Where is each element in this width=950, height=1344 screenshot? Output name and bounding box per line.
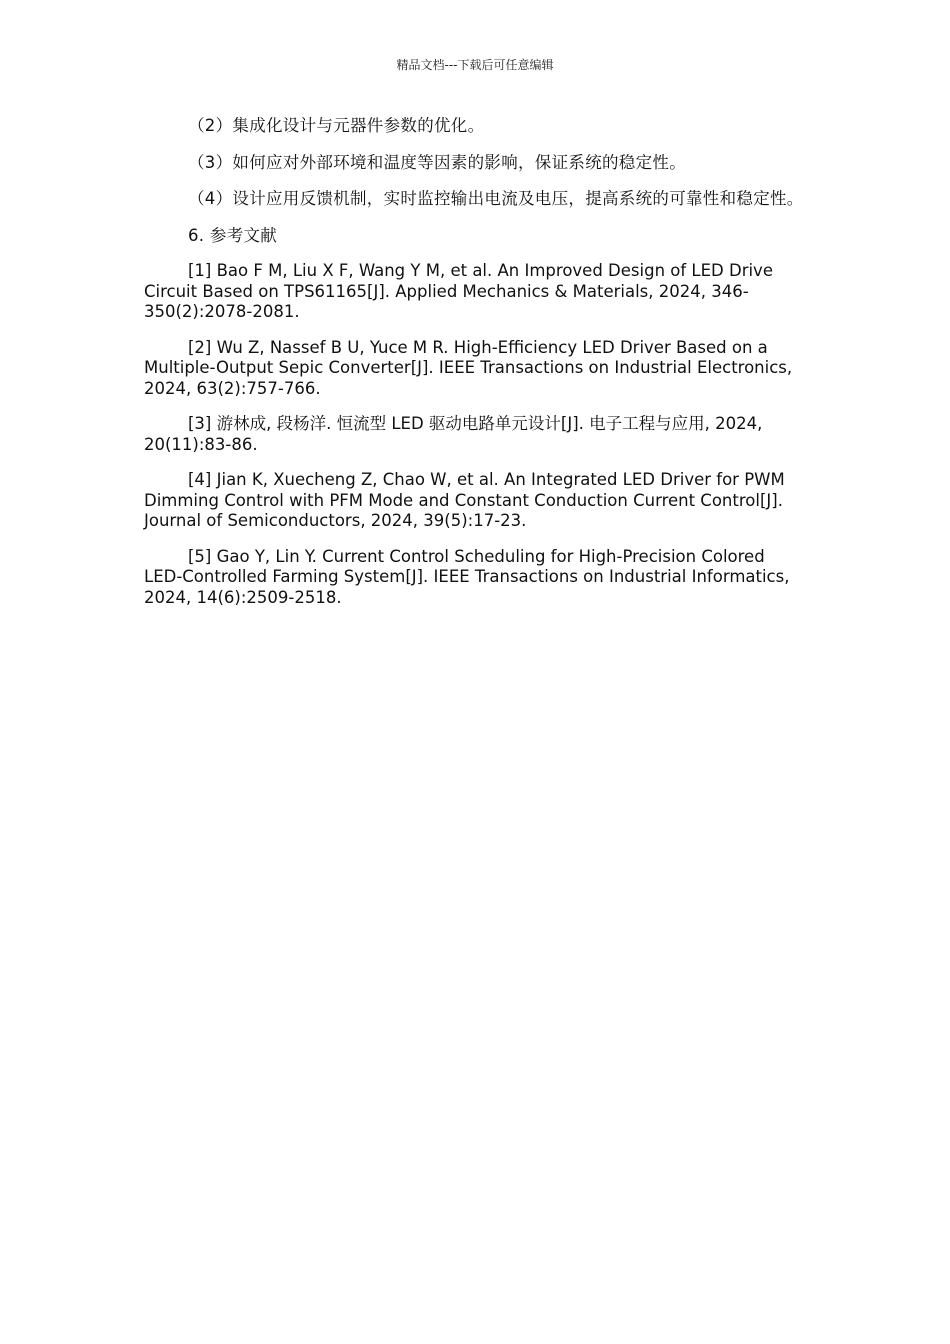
reference-item-2: [2] Wu Z, Nassef B U, Yuce M R. High-Efficiency LED Driver Based on a Multiple-Output Sepic Converter[J]. IEEE Transactions on Industrial Electronics, 2024, 63(2):757-766. (144, 337, 793, 398)
reference-item-4: [4] Jian K, Xuecheng Z, Chao W, et al. An Integrated LED Driver for PWM Dimming Control with PFM Mode and Constant Conduction Current Control[J]. Journal of Semiconductors, 2024, 39(5):17-23. (144, 470, 785, 530)
list-item-3: （3）如何应对外部环境和温度等因素的影响，保证系统的稳定性。 (188, 152, 686, 172)
reference-list (144, 261, 804, 608)
reference-item-1: [1] Bao F M, Liu X F, Wang Y M, et al. An Improved Design of LED Drive Circuit Based on TPS61165[J]. Applied Mechanics & Materials, 2024, 346-350(2):2078-2081. (144, 261, 773, 321)
list-item-2: （2）集成化设计与元器件参数的优化。 (188, 116, 485, 135)
reference-item-5: [5] Gao Y, Lin Y. Current Control Scheduling for High-Precision Colored LED-Controlled Farming System[J]. IEEE Transactions on Industrial Informatics, 2024, 14(6):2509-2518. (144, 546, 790, 607)
document-body (144, 116, 804, 608)
reference-item-3: [3] 游林成, 段杨洋. 恒流型 LED 驱动电路单元设计[J]. 电子工程与应用, 2024, 20(11):83-86. (144, 414, 763, 454)
section-heading-references: 6. 参考文献 (188, 225, 278, 245)
page-header: 精品文档---下载后可任意编辑 (396, 58, 554, 72)
list-item-4: （4）设计应用反馈机制，实时监控输出电流及电压，提高系统的可靠性和稳定性。 (188, 189, 804, 208)
